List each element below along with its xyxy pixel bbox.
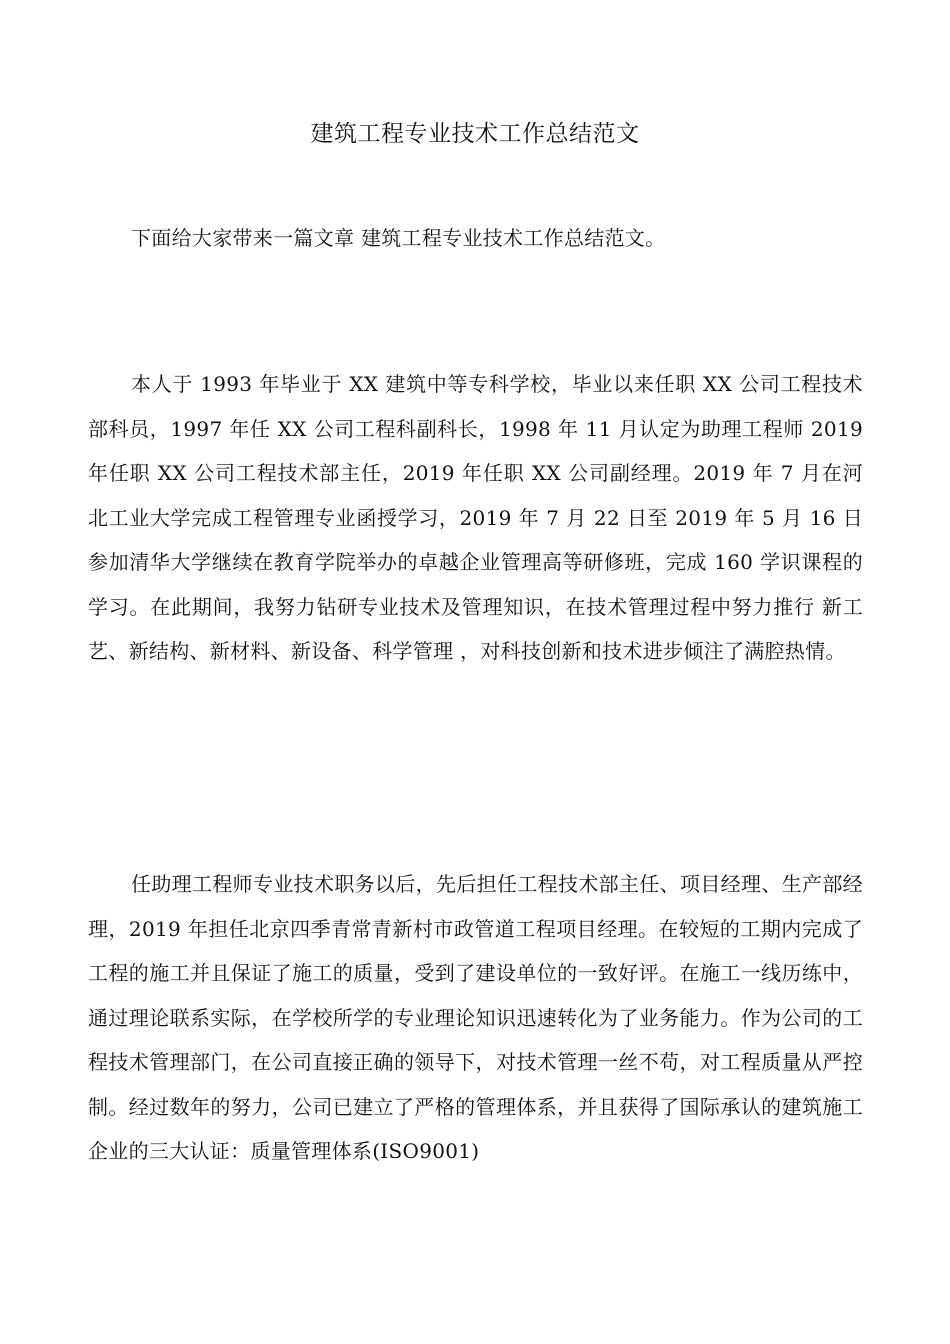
experience-paragraph: 任助理工程师专业技术职务以后，先后担任工程技术部主任、项目经理、生产部经理，2019 年担任北京四季青常青新村市政管道工程项目经理。在较短的工期内完成了工程的施工并且保证了施工的质量，受到了建设单位的一致好评。在施工一线历练中，通过理论联系实际，在学校所学的专业理论知识迅速转化为了业务能力。作为公司的工程技术管理部门，在公司直接正确的领导下，对技术管理一丝不苟，对工程质量从严控制。经过数年的努力，公司已建立了严格的管理体系，并且获得了国际承认的建筑施工企业的三大认证：质量管理体系(ISO9001) [88,872,863,1163]
document-title: 建筑工程专业技术工作总结范文 [310,121,640,147]
intro-paragraph: 下面给大家带来一篇文章 建筑工程专业技术工作总结范文。 [131,226,666,250]
career-paragraph: 本人于 1993 年毕业于 XX 建筑中等专科学校，毕业以来任职 XX 公司工程技术部科员，1997 年任 XX 公司工程科副科长，1998 年 11 月认定为助理工程师 2019 年任职 XX 公司工程技术部主任，2019 年任职 XX 公司副经理。2019 年 7 月在河北工业大学完成工程管理专业函授学习，2019 年 7 月 22 日至 2019 年 5 月 16 日参加清华大学继续在教育学院举办的卓越企业管理高等研修班，完成 160 学识课程的学习。在此期间，我努力钻研专业技术及管理知识，在技术管理过程中努力推行 新工艺、新结构、新材料、新设备、科学管理 ，对科技创新和技术进步倾注了满腔热情。 [88,372,863,663]
